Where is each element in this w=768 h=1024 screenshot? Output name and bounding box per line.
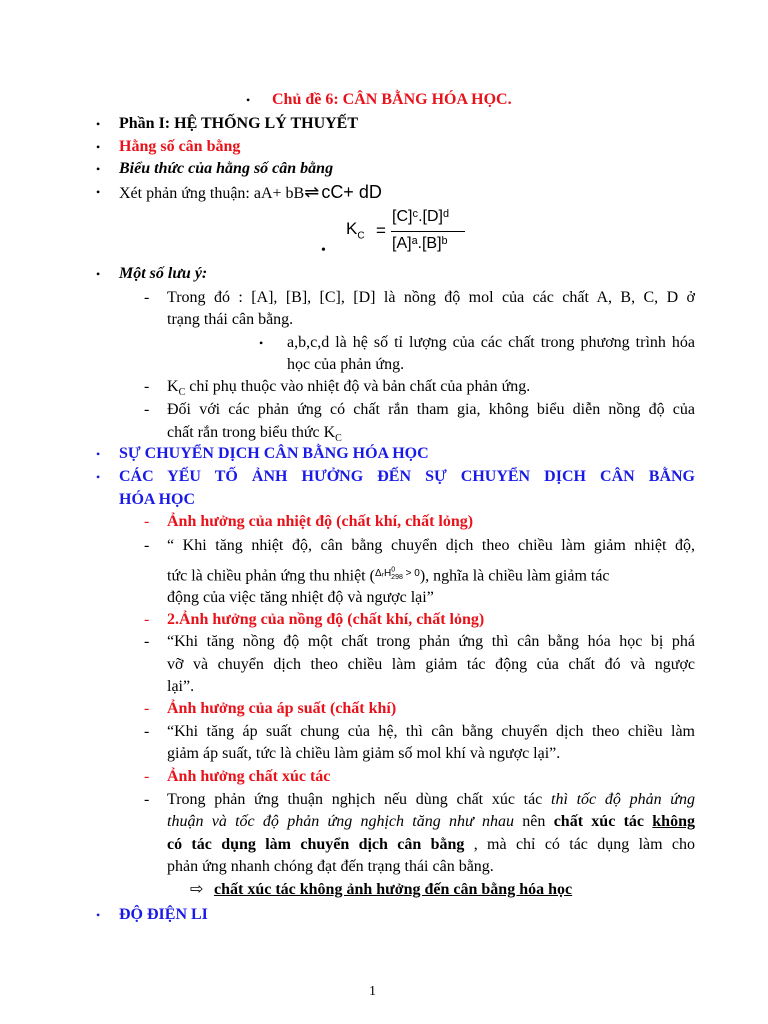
nong-do-heading: 2.Ảnh hưởng của nồng độ (chất khí, chất lỏng) — [167, 611, 485, 628]
bullet-icon: • — [96, 140, 101, 154]
nhiet-do-line3: động của việc tăng nhiệt độ và ngược lại” — [167, 589, 434, 606]
xuc-tac-line1: Trong phản ứng thuận nghịch nếu dùng chất xúc tác thì tốc độ phản ứng — [167, 791, 695, 808]
dash-icon: - — [144, 791, 150, 808]
note2-line2: học của phản ứng. — [287, 356, 405, 373]
nhiet-do-line2: tức là chiều phản ứng thu nhiệt ($^{\Delta ᵣH^0_{298} > 0}$), nghĩa là chiều làm giảm tác — [167, 567, 610, 585]
kc-equals: = — [376, 221, 386, 240]
xuc-tac-line4: phản ứng nhanh chóng đạt đến trạng thái cân bằng. — [167, 858, 494, 875]
ap-suat-heading: Ảnh hưởng của áp suất (chất khí) — [167, 700, 397, 717]
nong-do-line1: “Khi tăng nồng độ một chất trong phản ứng thì cân bằng hóa học bị phá — [167, 633, 695, 650]
page-title: Chủ đề 6: CÂN BẰNG HÓA HỌC. — [272, 91, 512, 108]
dash-icon: - — [144, 513, 150, 530]
dash-icon: - — [144, 378, 150, 395]
page-number: 1 — [369, 984, 376, 999]
equilibrium-arrow-icon: ⇌ — [304, 182, 320, 202]
kc-symbol: $K_C$ — [346, 219, 365, 242]
xuc-tac-line3: có tác dụng làm chuyển dịch cân bằng , mà chỉ có tác dụng làm cho — [167, 836, 696, 853]
conclusion-text: chất xúc tác không ảnh hưởng đến cân bằng hóa học — [214, 881, 573, 898]
note4-line1: Đối với các phản ứng có chất rắn tham gia, không biểu diễn nồng độ của — [167, 401, 695, 418]
nong-do-line2: vỡ và chuyển dịch theo chiều làm giảm tác động của chất đó và ngược — [167, 656, 695, 673]
part1-heading: Phần I: HỆ THỐNG LÝ THUYẾT — [119, 115, 359, 132]
cac-yeu-to-line2: HÓA HỌC — [119, 491, 196, 508]
reaction-prefix: Xét phản ứng thuận: aA+ bB — [119, 185, 305, 202]
ap-suat-line1: “Khi tăng áp suất chung của hệ, thì cân bằng chuyển dịch theo chiều làm — [167, 723, 695, 740]
bullet-icon: • — [96, 162, 101, 176]
note4-line2: chất rắn trong biểu thức $K_C$ — [167, 424, 342, 445]
xuc-tac-heading: Ảnh hưởng chất xúc tác — [167, 768, 331, 785]
bullet-icon: • — [96, 447, 101, 461]
hang-so-heading: Hằng số cân bằng — [119, 138, 241, 155]
dash-icon: - — [144, 723, 150, 740]
ap-suat-line2: giảm áp suất, tức là chiều làm giảm số mol khí và ngược lại”. — [167, 745, 561, 762]
reaction-products: cC+ dD — [321, 182, 382, 202]
fraction-bar — [391, 231, 465, 232]
bullet-icon: • — [96, 185, 101, 199]
dash-icon: - — [144, 633, 150, 650]
bullet-icon: • — [246, 93, 251, 107]
note3: $K_C$ chỉ phụ thuộc vào nhiệt độ và bản chất của phản ứng. — [167, 378, 531, 399]
dash-icon: - — [144, 700, 150, 717]
delta-h-symbol: ΔᵣH0298 > 0 — [374, 567, 420, 582]
dash-icon: - — [144, 768, 150, 785]
nong-do-line3: lại”. — [167, 678, 195, 695]
bullet-icon: • — [321, 243, 326, 258]
note1-line2: trạng thái cân bằng. — [167, 311, 294, 328]
do-dien-li-heading: ĐỘ ĐIỆN LI — [119, 906, 208, 923]
note1-line1: Trong đó : [A], [B], [C], [D] là nồng độ mol của các chất A, B, C, D ở — [167, 289, 695, 306]
bieu-thuc-heading: Biểu thức của hằng số cân bằng — [119, 160, 334, 177]
nhiet-do-line1: “ Khi tăng nhiệt độ, cân bằng chuyển dịch theo chiều làm giảm nhiệt độ, — [167, 537, 695, 554]
reaction-line — [119, 182, 382, 204]
dash-icon: - — [144, 537, 150, 554]
xuc-tac-line2: thuận và tốc độ phản ứng nghịch tăng như nhau nên chất xúc tác không — [167, 813, 695, 830]
kc-denominator: [A]ᵃ.[B]ᵇ — [392, 235, 448, 252]
su-chuyen-dich-heading: SỰ CHUYỂN DỊCH CÂN BẰNG HÓA HỌC — [119, 445, 429, 462]
note2-line1: a,b,c,d là hệ số tỉ lượng của các chất trong phương trình hóa — [287, 334, 695, 351]
bullet-icon: • — [96, 117, 101, 131]
bullet-icon: • — [259, 336, 264, 350]
notes-heading: Một số lưu ý: — [119, 265, 208, 282]
kc-numerator: [C]ᶜ.[D]ᵈ — [392, 208, 450, 225]
dash-icon: - — [144, 289, 150, 306]
dash-icon: - — [144, 401, 150, 418]
nhiet-do-heading: Ảnh hưởng của nhiệt độ (chất khí, chất lỏng) — [167, 513, 474, 530]
dash-icon: - — [144, 611, 150, 628]
bullet-icon: • — [96, 267, 101, 281]
cac-yeu-to-line1: CÁC YẾU TỐ ẢNH HƯỞNG ĐẾN SỰ CHUYỂN DỊCH CÂN BẰNG — [119, 468, 695, 485]
bullet-icon: • — [96, 470, 101, 484]
bullet-icon: • — [96, 908, 101, 922]
conclusion-arrow-icon: ⇨ — [190, 881, 204, 898]
